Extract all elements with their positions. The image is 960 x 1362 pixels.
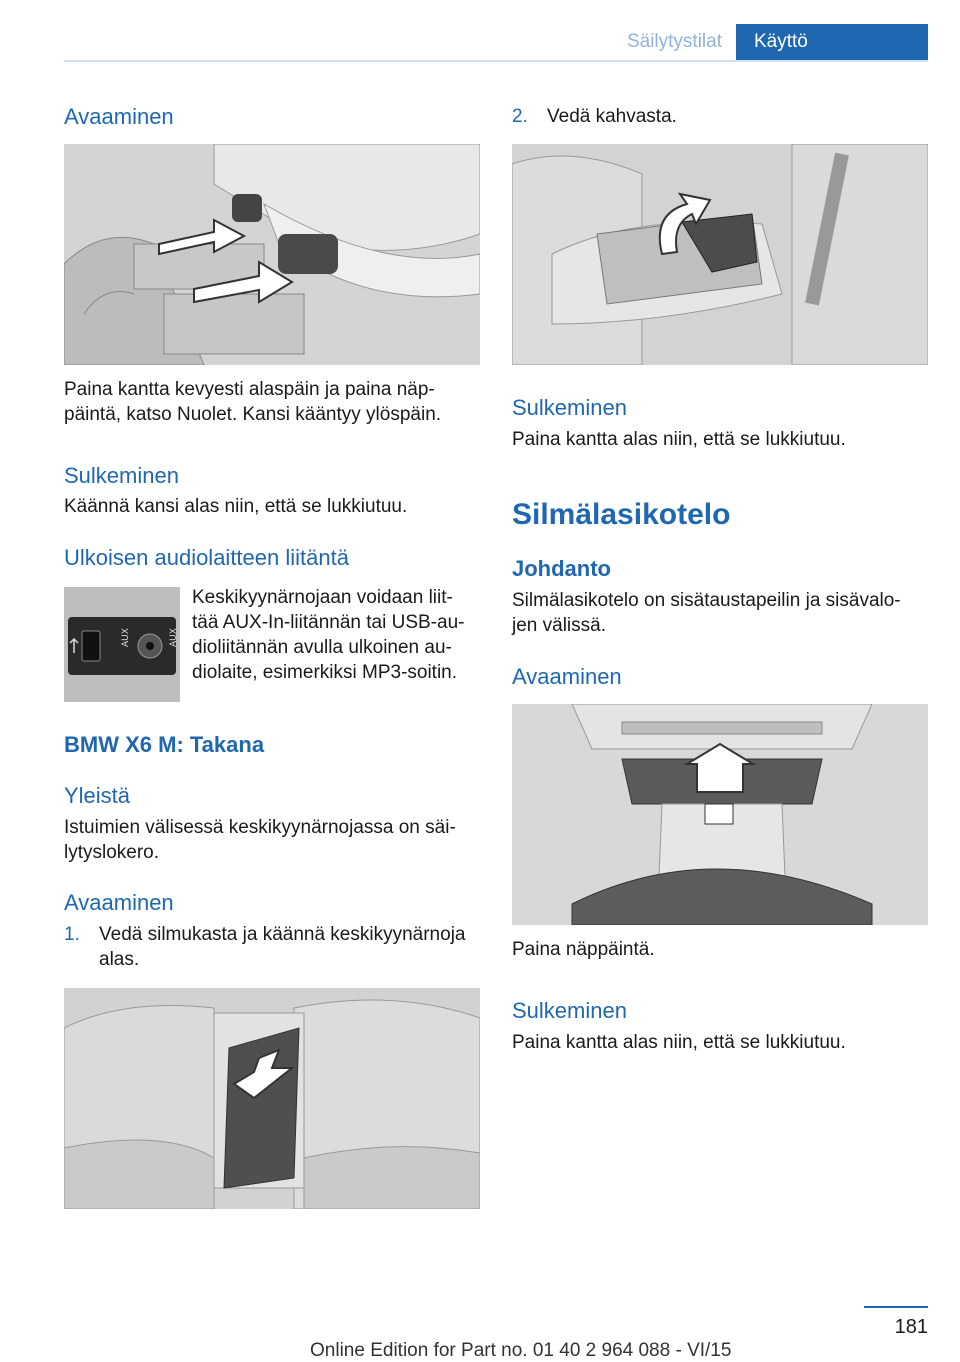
paragraph-ulkoisen: [192, 585, 464, 685]
step-number-2: 2.: [512, 106, 528, 127]
figure-glasses-case: [512, 704, 928, 925]
aux-label-left: AUX: [121, 628, 131, 647]
paragraph-sulkeminen-right-2: Paina kantta alas niin, että se lukkiutuu.: [512, 1032, 846, 1053]
header-rule: [64, 60, 928, 62]
paragraph-johdanto: [512, 588, 901, 638]
footer-rule: [864, 1306, 928, 1308]
footer-edition: Online Edition for Part no. 01 40 2 964 088 - VI/15: [310, 1340, 732, 1361]
page-number: 181: [894, 1316, 928, 1338]
paragraph-line: Paina kantta kevyesti alaspäin ja paina näp-: [64, 379, 435, 400]
heading-avaaminen-right: Avaaminen: [512, 664, 622, 689]
heading-avaaminen: Avaaminen: [64, 104, 174, 129]
paragraph-sulkeminen-left: Käännä kansi alas niin, että se lukkiutuu.: [64, 496, 408, 517]
step-number-1: 1.: [64, 924, 80, 945]
header-chapter-tab: Käyttö: [736, 24, 928, 60]
figure-aux-usb-port: [64, 587, 180, 702]
step-text-1: [99, 922, 465, 972]
figure-armrest-opening: [64, 144, 480, 365]
heading-silmalasikotelo: Silmälasikotelo: [512, 498, 731, 531]
figure-armrest-handle: [512, 144, 928, 365]
paragraph-line: Silmälasikotelo on sisätaustapeilin ja sisävalo-: [512, 590, 901, 611]
heading-johdanto: Johdanto: [512, 556, 611, 581]
heading-ulkoisen-audiolaitteen: Ulkoisen audiolaitteen liitäntä: [64, 545, 349, 570]
heading-sulkeminen-left: Sulkeminen: [64, 463, 179, 488]
heading-yleista: Yleistä: [64, 783, 131, 808]
paragraph-line: jen välissä.: [512, 615, 606, 636]
paragraph-line: päintä, katso Nuolet. Kansi kääntyy ylöspäin.: [64, 404, 442, 425]
paragraph-line: Vedä silmukasta ja käännä keskikyynärnoja: [99, 924, 466, 945]
paragraph-line: Istuimien välisessä keskikyynärnojassa on säi-: [64, 817, 456, 838]
header-section-label: Säilytystilat: [626, 31, 722, 52]
paragraph-line: alas.: [99, 949, 140, 970]
paragraph-line: diolaite, esimerkiksi MP3-soitin.: [192, 662, 458, 683]
heading-bmw-x6m-takana: BMW X6 M: Takana: [64, 732, 265, 757]
heading-avaaminen-2: Avaaminen: [64, 890, 174, 915]
figure-rear-seat-armrest: [64, 988, 480, 1209]
paragraph-paina-nappainta: Paina näppäintä.: [512, 939, 655, 960]
aux-label-right: AUX: [169, 628, 179, 647]
paragraph-line: dioliitännän avulla ulkoinen au-: [192, 637, 452, 658]
paragraph-paina-left: [64, 377, 441, 427]
step-text-2: Vedä kahvasta.: [547, 106, 677, 127]
paragraph-line: lytyslokero.: [64, 842, 160, 863]
paragraph-sulkeminen-right: Paina kantta alas niin, että se lukkiutuu.: [512, 429, 846, 450]
heading-sulkeminen-right-2: Sulkeminen: [512, 998, 627, 1023]
heading-sulkeminen-right: Sulkeminen: [512, 395, 627, 420]
paragraph-line: Keskikyynärnojaan voidaan liit-: [192, 587, 453, 608]
paragraph-yleista: [64, 815, 456, 865]
paragraph-line: tää AUX-In-liitännän tai USB-au-: [192, 612, 465, 633]
